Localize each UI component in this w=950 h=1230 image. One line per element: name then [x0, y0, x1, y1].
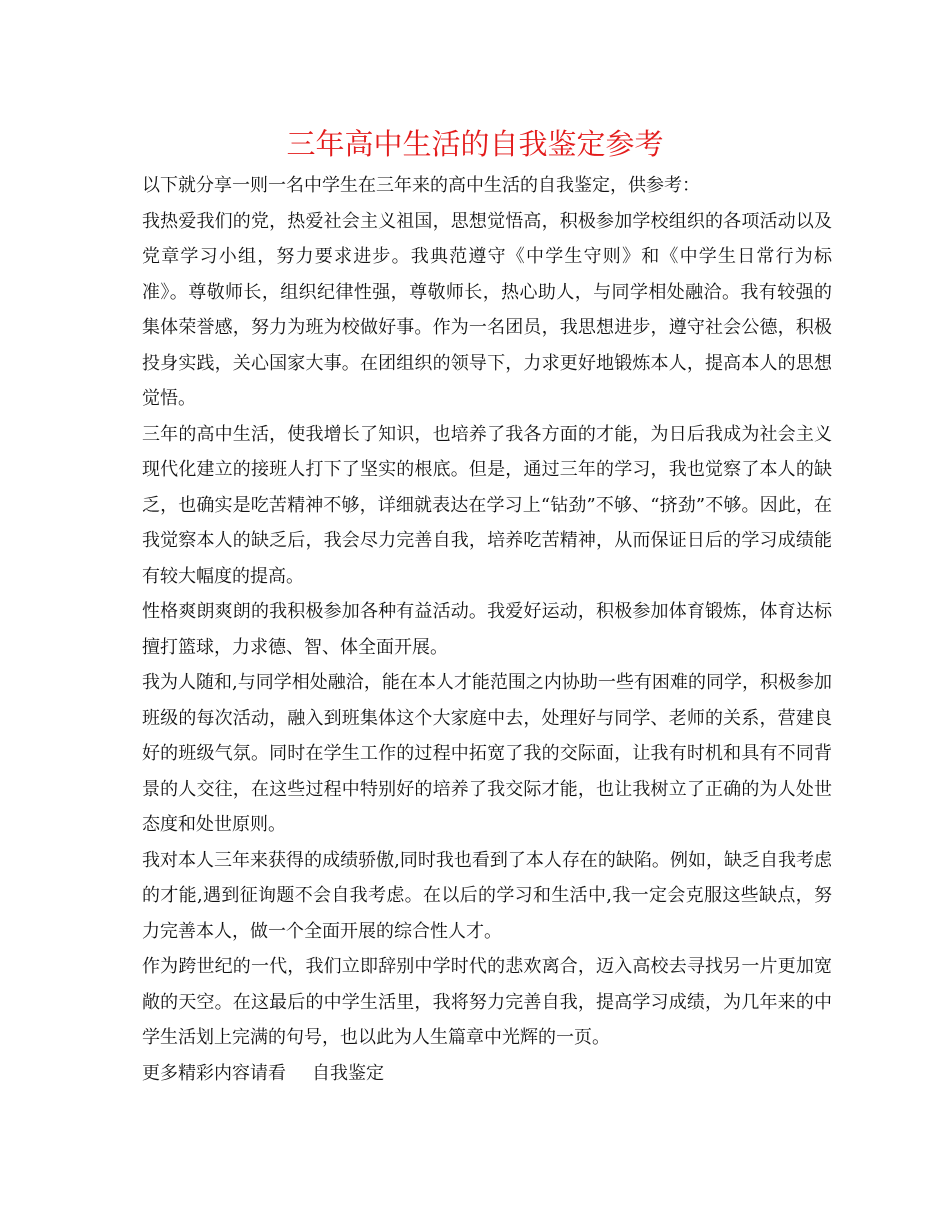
footer-text: 更多精彩内容请看	[142, 1062, 286, 1084]
footer-link[interactable]: 自我鉴定	[312, 1062, 384, 1084]
document-title: 三年高中生活的自我鉴定参考	[286, 127, 664, 161]
body-paragraph-4: 我为人随和,与同学相处融洽，能在本人才能范围之内协助一些有困难的同学，积极参加班级的每次活动，融入到班集体这个大家庭中去，处理好与同学、老师的关系，营建良好的班级气氛。同时在学生工作的过程中拓宽了我的交际面，让我有时机和具有不同背景的人交往，在这些过程中特别好的培养了我交际才能，也让我树立了正确的为人处世态度和处世原则。	[142, 672, 832, 835]
footer-line	[142, 1056, 832, 1092]
body-paragraph-6: 作为跨世纪的一代，我们立即辞别中学时代的悲欢离合，迈入高校去寻找另一片更加宽敞的天空。在这最后的中学生活里，我将努力完善自我，提高学习成绩，为几年来的中学生活划上完满的句号，也以此为人生篇章中光辉的一页。	[142, 956, 832, 1048]
body-paragraph-3: 性格爽朗爽朗的我积极参加各种有益活动。我爱好运动，积极参加体育锻炼，体育达标擅打篮球，力求德、智、体全面开展。	[142, 601, 832, 658]
body-paragraph-1: 我热爱我们的党，热爱社会主义祖国，思想觉悟高，积极参加学校组织的各项活动以及党章学习小组，努力要求进步。我典范遵守《中学生守则》和《中学生日常行为标准》。尊敬师长，组织纪律性强，尊敬师长，热心助人，与同学相处融洽。我有较强的集体荣誉感，努力为班为校做好事。作为一名团员，我思想进步，遵守社会公德，积极投身实践，关心国家大事。在团组织的领导下，力求更好地锻炼本人，提高本人的思想觉悟。	[142, 210, 832, 409]
body-paragraph-2: 三年的高中生活，使我增长了知识，也培养了我各方面的才能，为日后我成为社会主义现代化建立的接班人打下了坚实的根底。但是，通过三年的学习，我也觉察了本人的缺乏，也确实是吃苦精神不够，详细就表达在学习上“钻劲”不够、“挤劲”不够。因此，在我觉察本人的缺乏后，我会尽力完善自我，培养吃苦精神，从而保证日后的学习成绩能有较大幅度的提高。	[142, 423, 832, 587]
document-body	[142, 168, 832, 1091]
body-paragraph-5: 我对本人三年来获得的成绩骄傲,同时我也看到了本人存在的缺陷。例如，缺乏自我考虑的才能,遇到征询题不会自我考虑。在以后的学习和生活中,我一定会克服这些缺点，努力完善本人，做一个全面开展的综合性人才。	[142, 849, 832, 942]
intro-paragraph: 以下就分享一则一名中学生在三年来的高中生活的自我鉴定，供参考：	[142, 175, 700, 196]
